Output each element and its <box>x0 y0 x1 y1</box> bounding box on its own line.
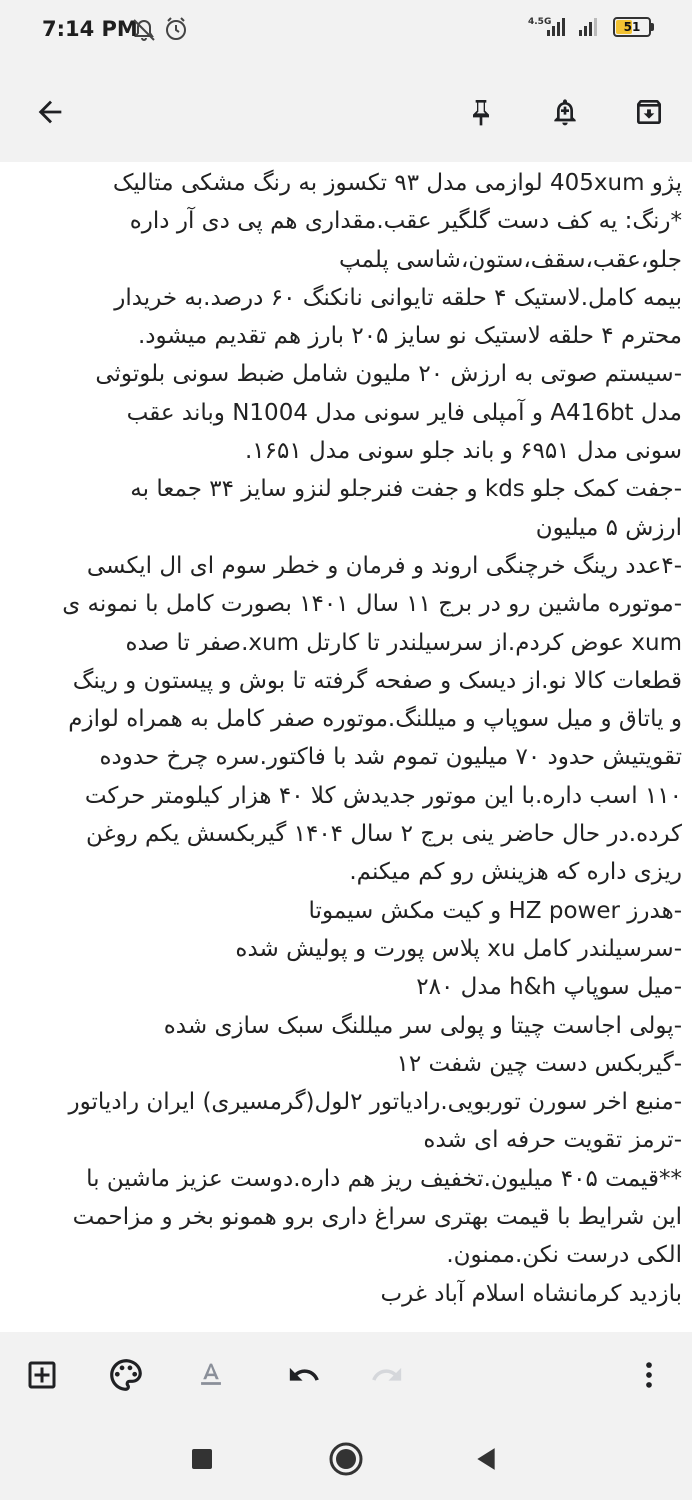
note-line: -سیستم صوتی به ارزش ۲۰ ملیون شامل ضبط سونی بلوتوثی <box>95 361 682 388</box>
status-bar <box>0 0 692 62</box>
note-line: -ترمز تقویت حرفه ای شده <box>423 1127 682 1154</box>
note-line: -جفت کمک جلو kds و جفت فنرجلو لنزو سایز ۳۴ جمعا به <box>130 476 682 503</box>
bell-plus-icon <box>549 96 581 128</box>
note-line: **قیمت ۴۰۵ میلیون.تخفیف ریز هم داره.دوست عزیز ماشین با <box>86 1165 682 1192</box>
note-line: -گیربکس دست چین شفت ۱۲ <box>396 1050 682 1077</box>
recents-button[interactable] <box>182 1439 222 1479</box>
note-line: -سرسیلندر کامل xu پلاس پورت و پولیش شده <box>235 935 682 962</box>
archive-button[interactable] <box>621 84 677 140</box>
back-nav-button[interactable] <box>466 1439 506 1479</box>
note-line: سونی مدل ۶۹۵۱ و باند جلو سونی مدل ۱۶۵۱. <box>244 438 682 465</box>
add-box-icon <box>24 1357 60 1393</box>
note-line: این شرایط با قیمت بهتری سراغ داری برو همونو بخر و مزاحمت <box>72 1204 682 1231</box>
note-line: -میل سوپاپ h&h مدل ۲۸۰ <box>416 974 682 1001</box>
note-line: ۱۱۰ اسب داره.با این موتور جدیدش کلا ۴۰ هزار کیلومتر حرکت <box>84 782 682 809</box>
note-text[interactable] <box>30 164 682 1313</box>
square-icon <box>190 1447 214 1471</box>
pin-icon <box>465 96 497 128</box>
undo-icon <box>287 1358 321 1392</box>
arrow-left-icon <box>33 95 67 129</box>
undo-button[interactable] <box>279 1350 329 1400</box>
alarm-icon <box>167 18 185 39</box>
app-bar <box>0 62 692 162</box>
note-line: -۴عدد رینگ خرچنگی اروند و فرمان و خطر سوم ای ال ایکسی <box>86 552 682 579</box>
network-type-label: 4.5G <box>528 17 552 27</box>
note-line: ریزی داره که هزینش رو کم میکنم. <box>349 859 682 886</box>
silent-bell-icon <box>134 20 154 40</box>
note-line: -موتوره ماشین رو در برج ۱۱ سال ۱۴۰۱ بصورت کامل با نمونه ی <box>62 591 682 618</box>
text-format-button[interactable] <box>186 1350 236 1400</box>
battery-icon <box>613 17 651 37</box>
more-options-button[interactable] <box>624 1350 674 1400</box>
status-time: 7:14 PM <box>42 17 138 41</box>
status-right-icons <box>537 16 654 38</box>
note-body[interactable] <box>0 162 692 1332</box>
note-line: قطعات کالا نو.از دیسک و صفحه گرفته تا بوش و پیستون و رینگ <box>72 667 682 694</box>
note-line: تقویتیش حدود ۷۰ میلیون تموم شد با فاکتور.سره چرخ حدوده <box>99 744 682 771</box>
system-nav-bar <box>0 1417 692 1500</box>
status-left-icons <box>132 16 192 48</box>
palette-icon <box>107 1356 145 1394</box>
palette-button[interactable] <box>101 1350 151 1400</box>
bottom-toolbar <box>0 1332 692 1417</box>
note-line: الکی درست نکن.ممنون. <box>446 1242 682 1269</box>
text-format-icon <box>194 1358 228 1392</box>
note-line: بیمه کامل.لاستیک ۴ حلقه تایوانی نانکنگ ۶۰ درصد.به خریدار <box>114 284 682 311</box>
note-line: پژو 405xum لوازمی مدل ۹۳ تکسوز به رنگ مشکی متالیک <box>112 170 682 196</box>
add-button[interactable] <box>17 1350 67 1400</box>
redo-button[interactable] <box>362 1350 412 1400</box>
home-circle-icon <box>328 1441 364 1477</box>
note-line: ارزش ۵ میلیون <box>535 514 682 541</box>
note-line: بازدید کرمانشاه اسلام آباد غرب <box>380 1280 682 1307</box>
triangle-back-icon <box>473 1446 499 1472</box>
pin-button[interactable] <box>453 84 509 140</box>
battery-level: 51 <box>623 20 641 34</box>
note-line: جلو،عقب،سقف،ستون،شاسی پلمپ <box>339 246 682 273</box>
note-line: محترم ۴ حلقه لاستیک نو سایز ۲۰۵ بارز هم تقدیم میشود. <box>138 323 682 350</box>
note-line: xum عوض کردم.از سرسیلندر تا کارتل xum.صفر تا صده <box>125 629 682 656</box>
reminder-button[interactable] <box>537 84 593 140</box>
home-button[interactable] <box>326 1439 366 1479</box>
note-line: مدل A416bt و آمپلی فایر سونی مدل N1004 وباند عقب <box>126 399 682 426</box>
back-button[interactable] <box>22 84 78 140</box>
note-line: -هدرز HZ power و کیت مکش سیموتا <box>308 897 682 924</box>
note-line: کرده.در حال حاضر ینی برج ۲ سال ۱۴۰۴ گیربکسش یکم روغن <box>85 821 682 848</box>
redo-icon <box>370 1358 404 1392</box>
note-line: -پولی اجاست چیتا و پولی سر میللنگ سبک سازی شده <box>163 1012 682 1039</box>
more-vert-icon <box>632 1358 666 1392</box>
note-line: *رنگ: یه کف دست گلگیر عقب.مقداری هم پی دی آر داره <box>129 208 682 235</box>
archive-icon <box>633 96 665 128</box>
note-line: و یاتاق و میل سوپاپ و میللنگ.موتوره صفر کامل به همراه لوازم <box>68 706 682 733</box>
note-line: -منبع اخر سورن توربویی.رادیاتور ۲لول(گرمسیری) ایران رادیاتور <box>68 1089 682 1116</box>
signal-icon <box>537 16 607 38</box>
